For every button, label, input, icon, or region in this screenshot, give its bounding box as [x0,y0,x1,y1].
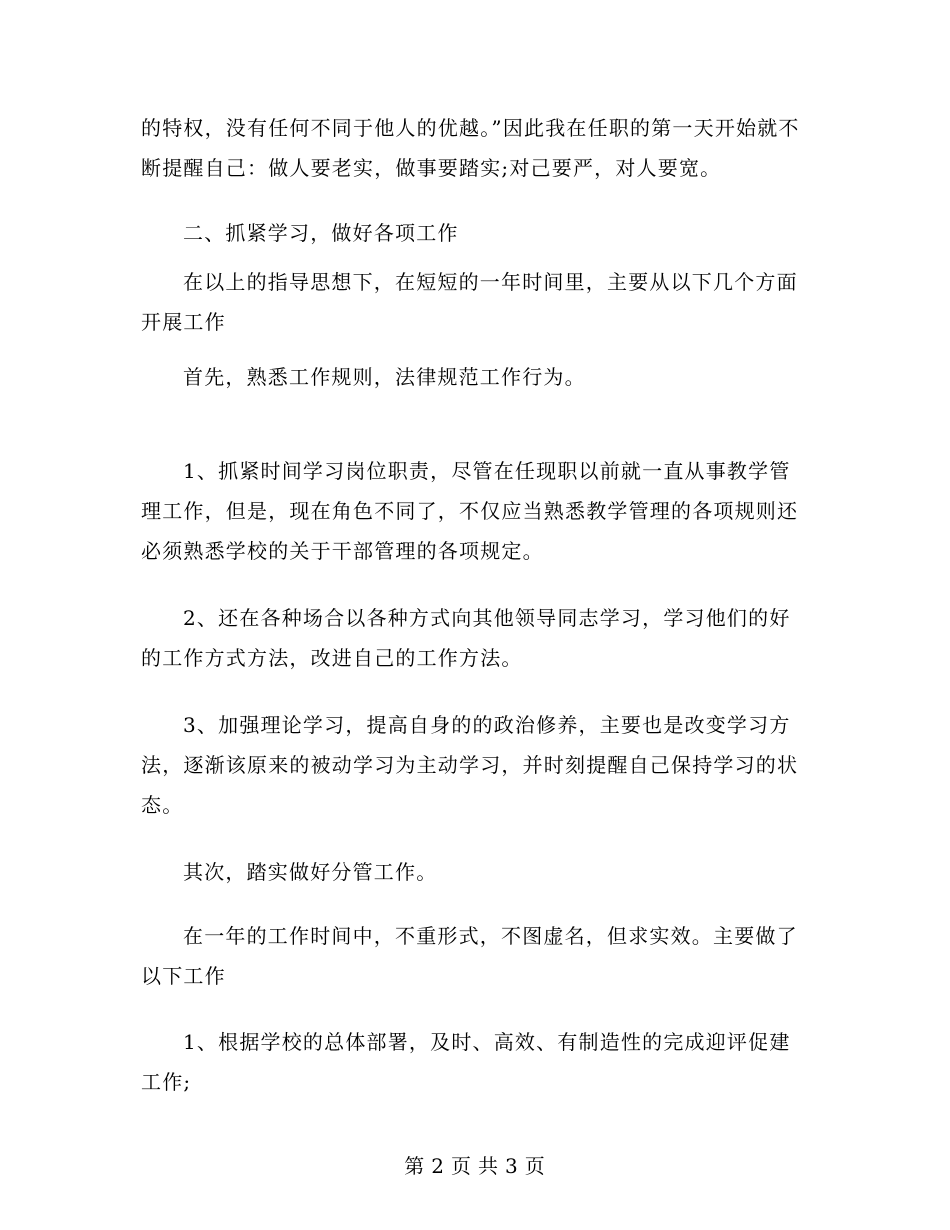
footer-label-gong: 共 [478,1154,499,1178]
paragraph-3: 在以上的指导思想下，在短短的一年时间里，主要从以下几个方面开展工作 [141,270,798,334]
paragraph-5: 1、抓紧时间学习岗位职责，尽管在任现职以前就一直从事教学管理工作，但是，现在角色不同了，不仅应当熟悉教学管理的各项规则还必须熟悉学校的关于干部管理的各项规定。 [141,459,799,563]
footer-total-pages: 3 [505,1154,519,1178]
paragraph-9: 在一年的工作时间中，不重形式，不图虚名，但求实效。主要做了以下工作 [141,924,798,988]
footer-label-di: 第 [404,1154,426,1178]
paragraph-6: 2、还在各种场合以各种方式向其他领导同志学习，学习他们的好的工作方式方法，改进自己的工作方法。 [141,606,791,670]
page-footer [0,1150,950,1179]
paragraph-7: 3、加强理论学习，提高自身的的政治修养，主要也是改变学习方法，逐渐该原来的被动学习为主动学习，并时刻提醒自己保持学习的状态。 [141,713,799,817]
footer-label-ye-2: 页 [524,1154,546,1178]
section-heading-2: 二、抓紧学习，做好各项工作 [183,221,459,245]
paragraph-1: 的特权，没有任何不同于他人的优越。”因此我在任职的第一天开始就不断提醒自己：做人要老实，做事要踏实;对己要严，对人要宽。 [141,116,800,180]
footer-label-ye: 页 [451,1154,472,1178]
footer-current-page: 2 [431,1154,445,1178]
paragraph-10: 1、根据学校的总体部署，及时、高效、有制造性的完成迎评促建工作; [141,1030,791,1094]
paragraph-8: 其次，踏实做好分管工作。 [183,860,438,884]
paragraph-4: 首先，熟悉工作规则，法律规范工作行为。 [183,365,586,389]
